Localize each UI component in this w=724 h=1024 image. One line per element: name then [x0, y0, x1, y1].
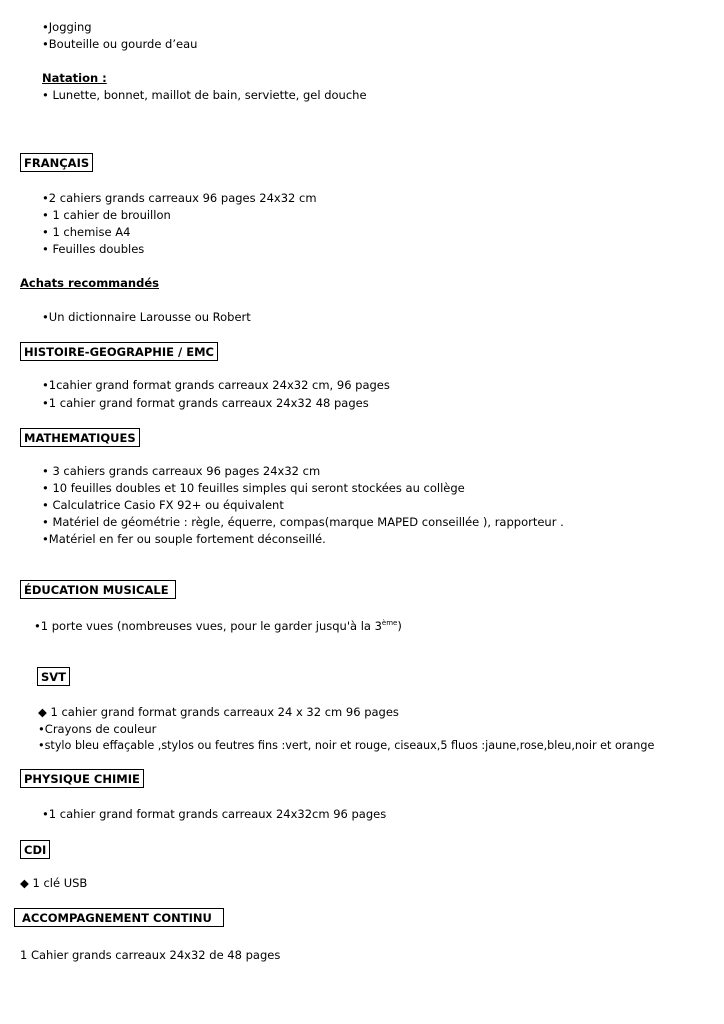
list-item: •1 cahier grand format grands carreaux 24x32cm 96 pages — [42, 807, 387, 821]
list-item: •Matériel en fer ou souple fortement déconseillé. — [42, 532, 326, 546]
list-item: • Lunette, bonnet, maillot de bain, serviette, gel douche — [42, 88, 367, 102]
list-item-text: •1 porte vues (nombreuses vues, pour le garder jusqu'à la 3 — [34, 619, 382, 633]
list-item: •2 cahiers grands carreaux 96 pages 24x32 cm — [42, 191, 317, 205]
list-item: •1 cahier grand format grands carreaux 24x32 48 pages — [42, 396, 369, 410]
list-item: • 1 cahier de brouillon — [42, 208, 171, 222]
list-item: • Feuilles doubles — [42, 242, 145, 256]
section-title-physique: PHYSIQUE CHIMIE — [20, 769, 144, 788]
list-item: •Bouteille ou gourde d’eau — [42, 37, 198, 51]
list-item-text-end: ) — [397, 619, 402, 633]
list-item: 1 Cahier grands carreaux 24x32 de 48 pages — [20, 948, 281, 962]
list-item: •Crayons de couleur — [38, 722, 157, 736]
list-item: •Jogging — [42, 20, 92, 34]
list-item: •Un dictionnaire Larousse ou Robert — [42, 310, 251, 324]
section-title-svt: SVT — [37, 667, 70, 686]
superscript: ème — [381, 619, 398, 628]
list-item: • Matériel de géométrie : règle, équerre, compas(marque MAPED conseillée ), rapporteur . — [42, 515, 564, 529]
section-title-achats: Achats recommandés — [20, 276, 159, 290]
section-title-histoire: HISTOIRE-GEOGRAPHIE / EMC — [20, 342, 218, 361]
list-item: •stylo bleu effaçable ,stylos ou feutres fins :vert, noir et rouge, ciseaux,5 fluos :jaune,rose,bleu,noir et orange — [38, 739, 655, 752]
section-title-maths: MATHEMATIQUES — [20, 428, 140, 447]
list-item: •1cahier grand format grands carreaux 24x32 cm, 96 pages — [42, 378, 390, 392]
list-item: ◆ 1 clé USB — [20, 876, 88, 890]
section-title-cdi: CDI — [20, 840, 50, 859]
section-title-musique: ÉDUCATION MUSICALE — [20, 580, 176, 599]
section-title-accompagnement: ACCOMPAGNEMENT CONTINU — [14, 908, 224, 927]
list-item: • 10 feuilles doubles et 10 feuilles simples qui seront stockées au collège — [42, 481, 465, 495]
list-item: ◆ 1 cahier grand format grands carreaux 24 x 32 cm 96 pages — [38, 705, 399, 719]
list-item: • 3 cahiers grands carreaux 96 pages 24x32 cm — [42, 464, 321, 478]
list-item: • Calculatrice Casio FX 92+ ou équivalent — [42, 498, 284, 512]
list-item — [34, 619, 402, 633]
section-title-natation: Natation : — [42, 71, 107, 85]
list-item: • 1 chemise A4 — [42, 225, 131, 239]
section-title-francais: FRANÇAIS — [20, 153, 93, 172]
